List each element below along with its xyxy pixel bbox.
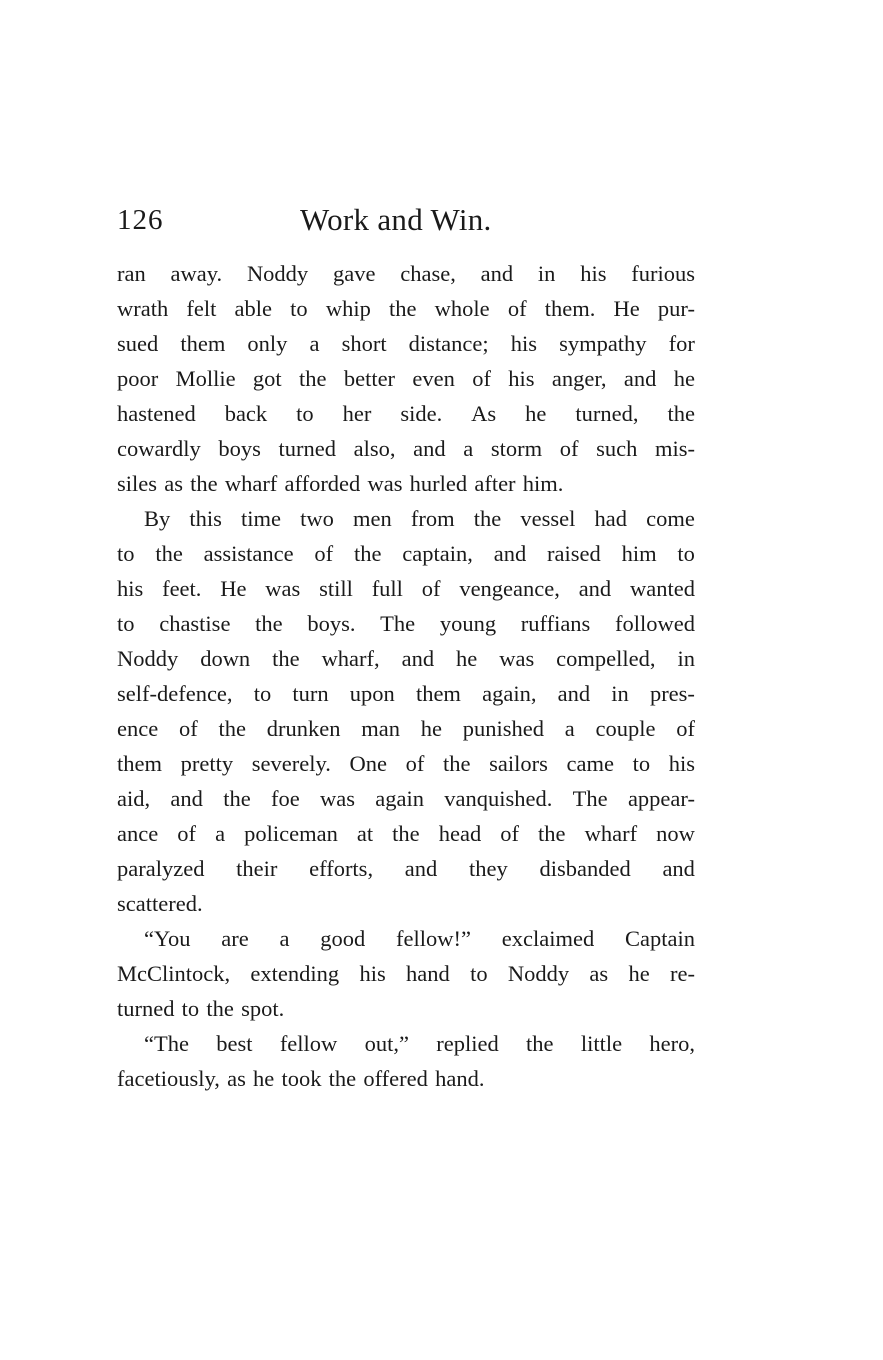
text-line: By this time two men from the vessel had come <box>144 506 695 531</box>
text-line: paralyzed their efforts, and they disbanded and <box>117 856 695 881</box>
text-line: poor Mollie got the better even of his anger, and he <box>117 366 695 391</box>
text-line: cowardly boys turned also, and a storm of such mis- <box>117 436 695 461</box>
text-line: scattered. <box>117 891 203 916</box>
body-text <box>117 256 695 1096</box>
text-line: sued them only a short distance; his sympathy for <box>117 331 695 356</box>
text-line: self-defence, to turn upon them again, and in pres- <box>117 681 695 706</box>
text-line: “You are a good fellow!” exclaimed Captain <box>144 926 695 951</box>
text-line: McClintock, extending his hand to Noddy as he re- <box>117 961 695 986</box>
text-line: them pretty severely. One of the sailors came to his <box>117 751 695 776</box>
text-line: aid, and the foe was again vanquished. The appear- <box>117 786 695 811</box>
text-line: ence of the drunken man he punished a couple of <box>117 716 695 741</box>
text-line: facetiously, as he took the offered hand. <box>117 1066 485 1091</box>
paragraph <box>117 921 695 1026</box>
text-line: turned to the spot. <box>117 996 285 1021</box>
paragraph <box>117 1026 695 1096</box>
text-line: hastened back to her side. As he turned, the <box>117 401 695 426</box>
text-line: to chastise the boys. The young ruffians followed <box>117 611 695 636</box>
text-line: ance of a policeman at the head of the wharf now <box>117 821 695 846</box>
running-head <box>117 200 697 244</box>
page-number: 126 <box>117 204 164 236</box>
book-title: Work and Win. <box>300 202 492 237</box>
text-line: ran away. Noddy gave chase, and in his furious <box>117 261 695 286</box>
paragraph <box>117 501 695 921</box>
text-line: his feet. He was still full of vengeance, and wanted <box>117 576 695 601</box>
text-line: siles as the wharf afforded was hurled after him. <box>117 471 564 496</box>
text-line: “The best fellow out,” replied the little hero, <box>144 1031 695 1056</box>
text-line: wrath felt able to whip the whole of them. He pur- <box>117 296 695 321</box>
text-line: to the assistance of the captain, and raised him to <box>117 541 695 566</box>
paragraph <box>117 256 695 501</box>
text-line: Noddy down the wharf, and he was compelled, in <box>117 646 695 671</box>
